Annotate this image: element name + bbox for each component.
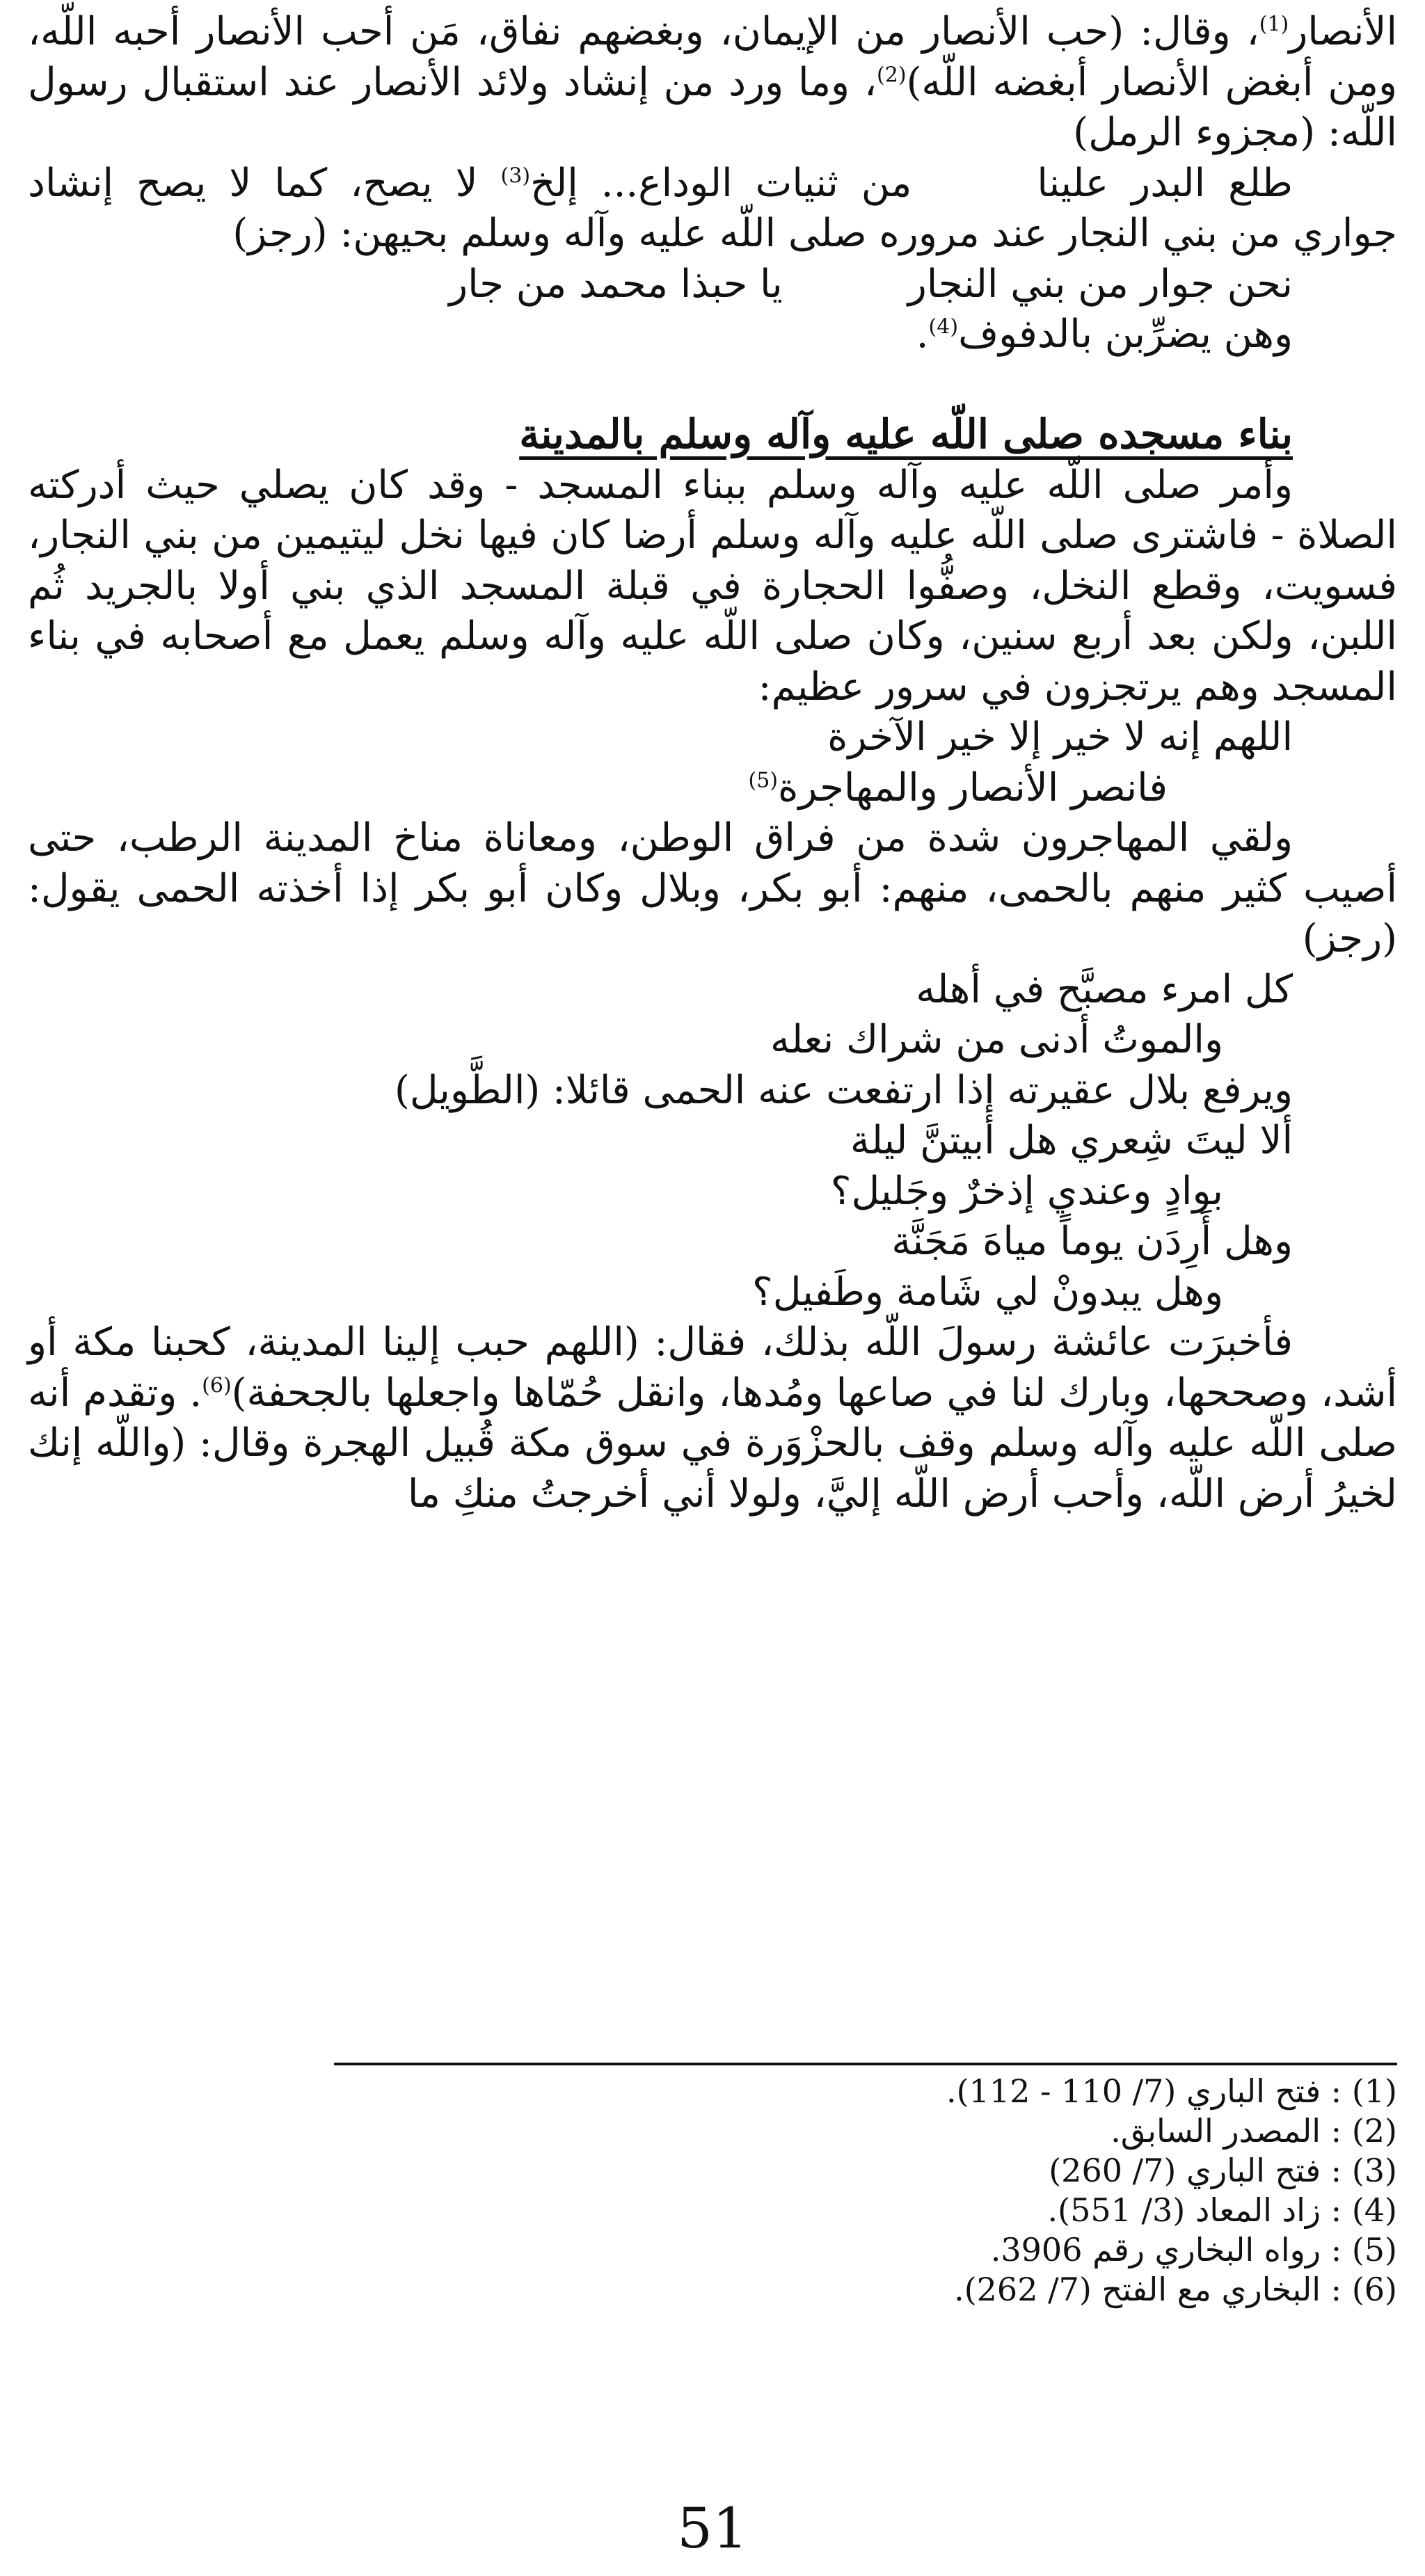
verse-line	[28, 1015, 1397, 1066]
text-span: ، وما ورد من إنشاد ولائد الأنصار عند استقبال رسول اللّه: (مجزوء الرمل)	[28, 59, 1397, 155]
paragraph-aisha	[28, 1318, 1397, 1519]
verse-hemistich: طلع البدر علينا	[1037, 160, 1293, 206]
text-span: . وتقدم أنه صلى اللّه عليه وآله وسلم وقف بالحزْوَرة في سوق مكة قُبيل الهجرة وقال: (واللّه إنك لخيرُ أرض اللّه، وأحب أرض اللّه إليَّ، ولولا أني أخرجتُ منكِ ما	[28, 1370, 1397, 1517]
footnote-ref: (2)	[877, 62, 907, 87]
paragraph-muhajirun: ولقي المهاجرون شدة من فراق الوطن، ومعاناة مناخ المدينة الرطب، حتى أصيب كثير منهم بالحمى، منهم: أبو بكر، وبلال وكان أبو بكر إذا أخذته الحمى يقول: (رجز)	[28, 815, 1397, 961]
footnote-text: : فتح الباري (7/ 260)	[1049, 2152, 1342, 2189]
footnote-item	[28, 2072, 1397, 2111]
verse-line	[28, 1217, 1397, 1267]
paragraph-mosque: وأمر صلى اللّه عليه وآله وسلم ببناء المسجد - وقد كان يصلي حيث أدركته الصلاة - فاشترى صلى اللّه عليه وآله وسلم أرضا كان فيها نخل ليتيمين من بني النجار، فسويت، وقطع النخل، وصفُّوا الحجارة في قبلة المسجد الذي بني أولا بالجريد ثُم اللبن، ولكن بعد أربع سنين، وكان صلى اللّه عليه وآله وسلم يعمل مع أصحابه في بناء المسجد وهم يرتجزون في سرور عظيم:	[28, 462, 1397, 710]
verse-hemistich: بوادٍ وعندي إذخرٌ وجَليل؟	[830, 1168, 1223, 1214]
verse-tala-al-badr	[28, 159, 1397, 259]
footnote-text: : المصدر السابق.	[1110, 2112, 1342, 2150]
main-text	[28, 7, 1397, 1519]
section-heading: بناء مسجده صلى اللّه عليه وآله وسلم بالمدينة	[519, 410, 1293, 458]
footnote-text: : البخاري مع الفتح (7/ 262).	[954, 2271, 1342, 2308]
verse-hemistich: كل امرء مصبَّح في أهله	[916, 966, 1293, 1012]
verse-hemistich: اللهم إنه لا خير إلا خير الآخرة	[827, 714, 1293, 760]
verse-hemistich: نحن جوار من بني النجار	[907, 261, 1293, 307]
footnote-text: : زاد المعاد (3/ 551).	[1047, 2191, 1342, 2229]
footnote-number: (2)	[1351, 2112, 1397, 2150]
paragraph-ansar	[28, 7, 1397, 159]
footnote-item	[28, 2191, 1397, 2230]
verse-hemistich: من ثنيات الوداع... إلخ	[530, 160, 912, 206]
footnote-number: (1)	[1351, 2072, 1397, 2110]
paragraph-bilal: ويرفع بلال عقيرته إذا ارتفعت عنه الحمى قائلا: (الطَّويل)	[395, 1067, 1293, 1113]
footnote-number: (5)	[1351, 2231, 1397, 2269]
footnote-text: : رواه البخاري رقم 3906.	[990, 2231, 1342, 2269]
text-span: فأخبرَت عائشة رسولَ اللّه بذلك، فقال: (اللهم حبب إلينا المدينة، كحبنا مكة أو أشد، وصححها، وبارك لنا في صاعها ومُدها، وانقل حُمّاها واجعلها بالجحفة)	[28, 1320, 1397, 1416]
verse-line	[28, 259, 1397, 310]
verse-line	[28, 1267, 1397, 1318]
verse-line	[28, 310, 1397, 360]
verse-line	[28, 965, 1397, 1016]
footnote-ref: (3)	[500, 163, 531, 188]
footnote-number: (4)	[1351, 2191, 1397, 2229]
verse-line	[28, 763, 1397, 814]
verse-hemistich: وهل يبدونْ لي شَامة وطَفيل؟	[752, 1269, 1223, 1315]
footnote-item	[28, 2151, 1397, 2191]
footnote-ref: (6)	[202, 1373, 232, 1398]
footnotes	[28, 2072, 1397, 2310]
text-span: .	[916, 312, 929, 357]
text-span: لا يصح، كما لا يصح إنشاد جواري من بني النجار عند مروره صلى اللّه عليه وآله وسلم بحيهن: (رجز)	[28, 160, 1397, 256]
verse-hemistich: يا حبذا محمد من جار	[449, 261, 783, 307]
text-span: ، وقال: (حب الأنصار من الإيمان، وبغضهم نفاق، مَن أحب الأنصار أحبه اللّه، ومن أبغض الأنصار أبغضه اللّه)	[28, 9, 1397, 105]
footnote-ref: (1)	[1259, 12, 1289, 37]
footnote-ref: (5)	[748, 767, 778, 792]
footnote-divider	[334, 2063, 1397, 2065]
footnote-number: (6)	[1351, 2271, 1397, 2308]
document-page	[28, 0, 1397, 2576]
footnote-text: : فتح الباري (7/ 110 - 112).	[946, 2072, 1342, 2110]
footnote-item	[28, 2270, 1397, 2310]
verse-hemistich: وهل أَرِدَن يوماً مياهَ مَجَنَّة	[891, 1219, 1293, 1264]
footnote-ref: (4)	[928, 314, 959, 339]
text-span: الأنصار	[1289, 9, 1397, 54]
page-number: 51	[677, 2496, 748, 2561]
verse-hemistich: فانصر الأنصار والمهاجرة	[778, 765, 1168, 810]
verse-line	[28, 1167, 1397, 1217]
verse-hemistich: وهن يضرِّبن بالدفوف	[958, 312, 1293, 357]
verse-line	[28, 1116, 1397, 1167]
verse-hemistich: ألا ليتَ شِعري هل أبيتنَّ ليلة	[850, 1118, 1293, 1163]
verse-line	[28, 712, 1397, 763]
footnote-number: (3)	[1351, 2152, 1397, 2189]
footnote-item	[28, 2111, 1397, 2151]
verse-hemistich: والموتُ أدنى من شراك نعله	[770, 1017, 1223, 1062]
footnote-item	[28, 2230, 1397, 2270]
